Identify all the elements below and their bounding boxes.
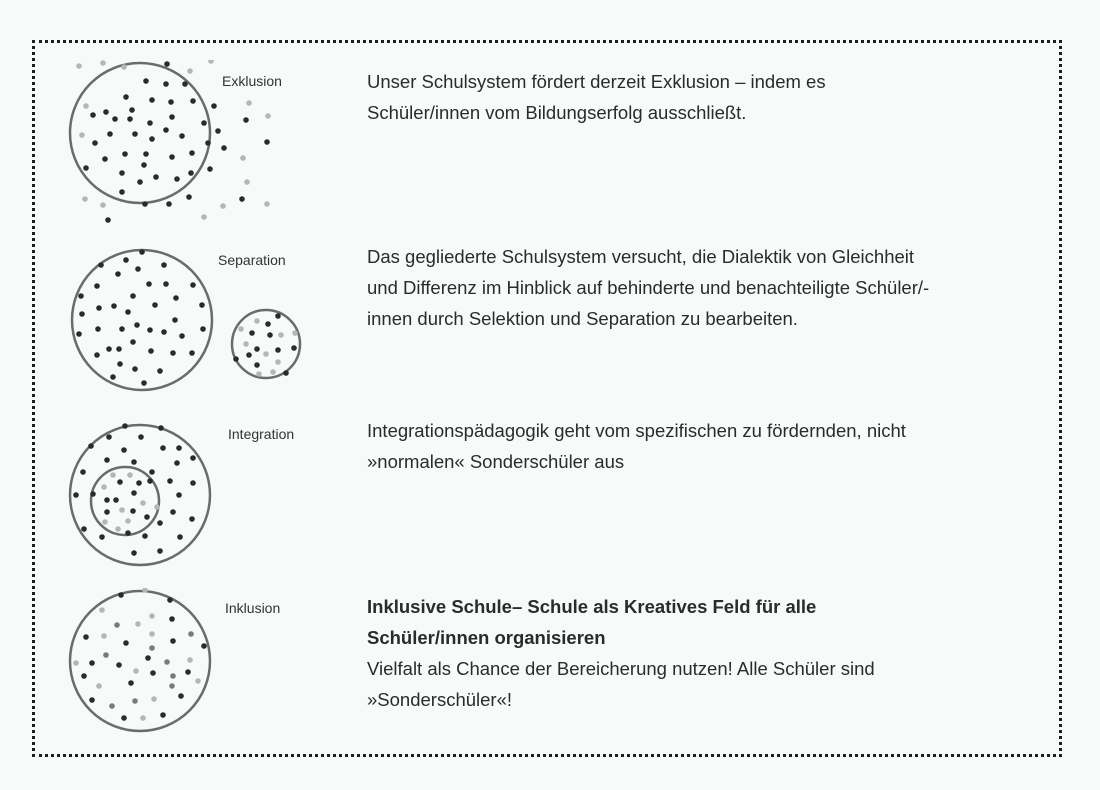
text-line: Integrationspädagogik geht vom spezifischen zu fördernden, nicht (367, 420, 906, 441)
text-integration (367, 415, 1047, 477)
text-line: »Sonderschüler«! (367, 689, 513, 710)
text-line: und Differenz im Hinblick auf behinderte und benachteiligte Schüler/- (367, 277, 930, 298)
label-inklusion: Inklusion (225, 600, 281, 616)
text-inklusion (367, 591, 1047, 715)
text-line: Schüler/innen vom Bildungserfolg ausschließt. (367, 102, 747, 123)
text-line: Unser Schulsystem fördert derzeit Exklusion – indem es (367, 71, 826, 92)
text-separation (367, 241, 1047, 334)
label-exklusion: Exklusion (222, 73, 282, 89)
heading-line: Inklusive Schule– Schule als Kreatives Feld für alle (367, 596, 817, 617)
label-integration: Integration (228, 426, 295, 442)
text-line: innen durch Selektion und Separation zu bearbeiten. (367, 308, 798, 329)
text-line: »normalen« Sonderschüler aus (367, 451, 625, 472)
heading-line: Schüler/innen organisieren (367, 627, 606, 648)
text-line: Das gegliederte Schulsystem versucht, die Dialektik von Gleichheit (367, 246, 915, 267)
text-exklusion (367, 66, 1047, 128)
label-separation: Separation (218, 252, 286, 268)
text-line: Vielfalt als Chance der Bereicherung nutzen! Alle Schüler sind (367, 658, 875, 679)
